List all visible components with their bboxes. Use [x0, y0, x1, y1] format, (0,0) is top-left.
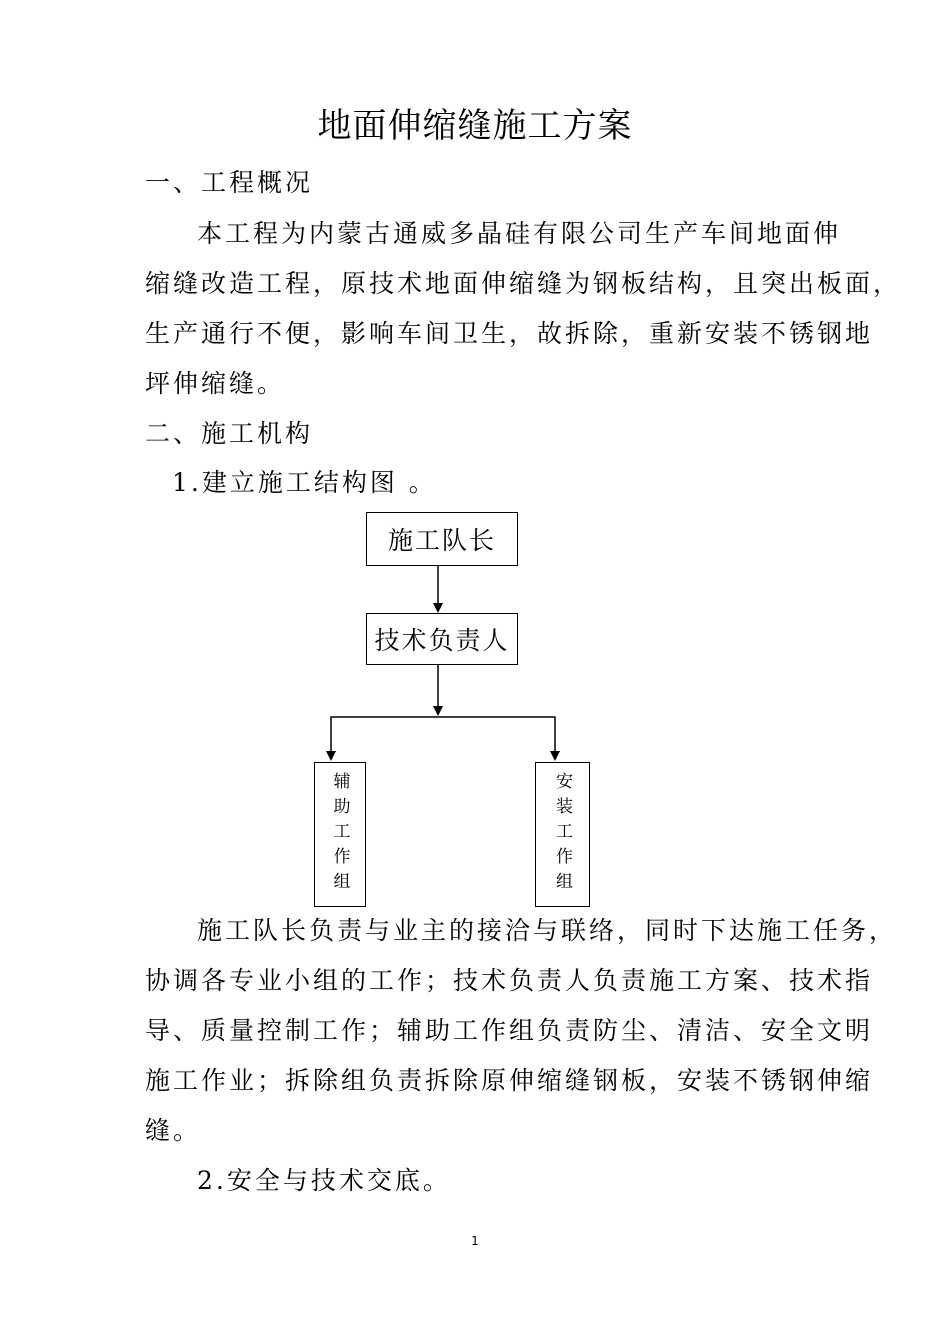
- connector-branch-right: [438, 717, 555, 756]
- section-heading-overview: 一、工程概况: [145, 168, 314, 197]
- list-item-structure-chart: 1.建立施工结构图 。: [172, 468, 437, 497]
- paragraph-line: 本工程为内蒙古通威多晶硅有限公司生产车间地面伸: [197, 219, 842, 248]
- connector-branch-left: [331, 717, 438, 756]
- org-box-label: 施工队长: [387, 526, 496, 555]
- org-box-installation-group: [535, 762, 590, 907]
- paragraph-line: 缩缝改造工程，原技术地面伸缩缝为钢板结构，且突出板面，: [145, 269, 902, 298]
- page-number: 1: [471, 1234, 479, 1248]
- paragraph-line: 坪伸缩缝。: [145, 369, 286, 398]
- paragraph-line: 导、质量控制工作；辅助工作组负责防尘、清洁、安全文明: [145, 1016, 874, 1045]
- paragraph-line: 协调各专业小组的工作；技术负责人负责施工方案、技术指: [145, 966, 874, 995]
- org-box-label: 技术负责人: [374, 626, 510, 655]
- list-item-safety-briefing: 2.安全与技术交底。: [197, 1166, 451, 1195]
- paragraph-line: 生产通行不便，影响车间卫生，故拆除，重新安装不锈钢地: [145, 319, 874, 348]
- document-title: 地面伸缩缝施工方案: [317, 106, 633, 146]
- org-box-label: 安装工作组: [552, 772, 572, 897]
- org-box-auxiliary-group: [314, 762, 366, 907]
- paragraph-line: 施工作业；拆除组负责拆除原伸缩缝钢板，安装不锈钢伸缩: [145, 1066, 874, 1095]
- paragraph-line: 缝。: [145, 1116, 202, 1145]
- org-box-team-leader: [366, 512, 518, 566]
- section-heading-organization: 二、施工机构: [145, 419, 314, 448]
- paragraph-line: 施工队长负责与业主的接洽与联络，同时下达施工任务，: [197, 916, 898, 945]
- org-box-label: 辅助工作组: [329, 772, 350, 897]
- org-box-technical-lead: [366, 613, 518, 665]
